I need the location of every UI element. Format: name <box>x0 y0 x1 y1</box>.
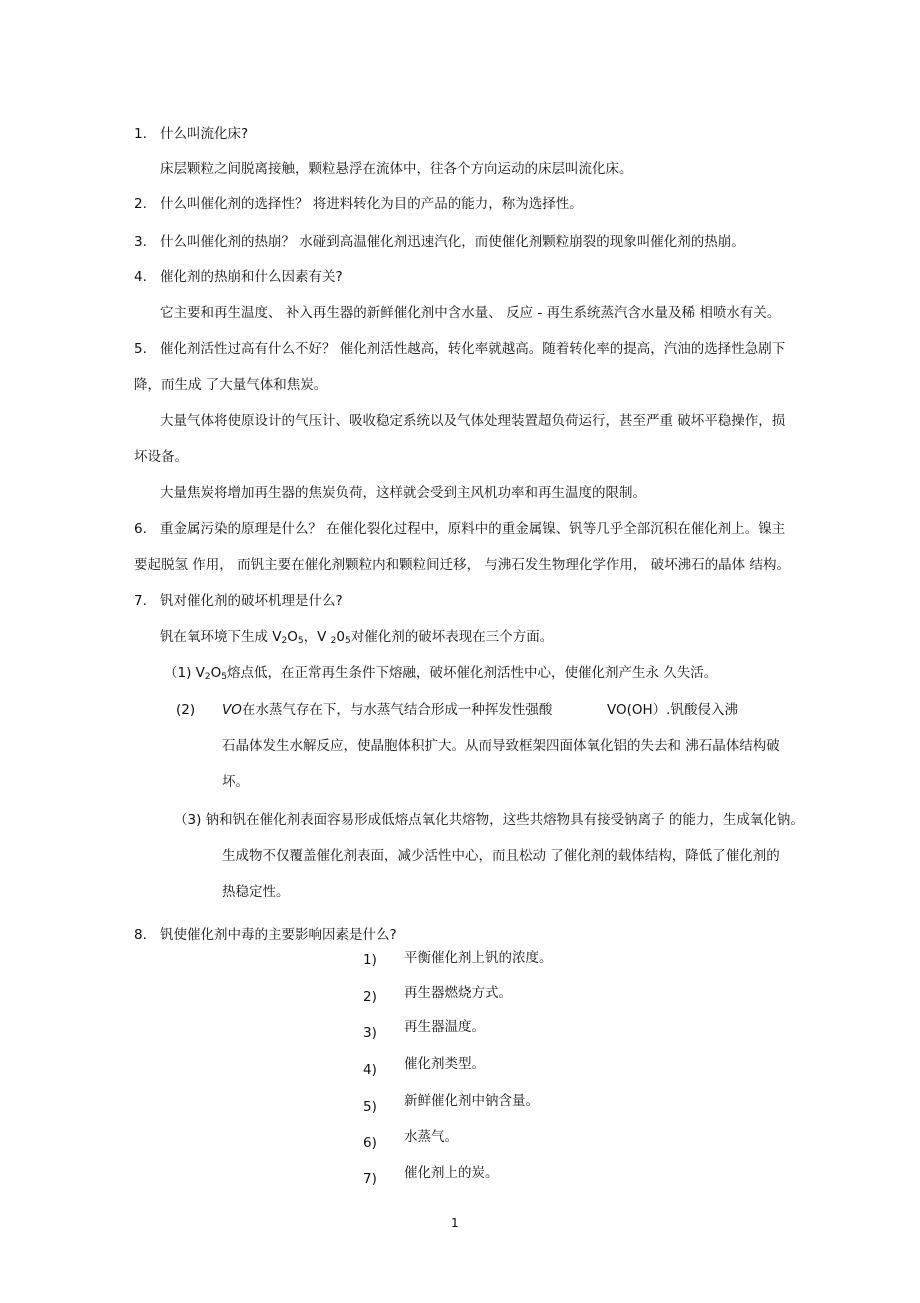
q7-question: 钒对催化剂的破坏机理是什么? <box>160 593 343 609</box>
q6-line2: 要起脱氢 作用， 而钒主要在催化剂颗粒内和颗粒间迁移， 与沸石发生物理化学作用， 破坏沸石的晶体 结构。 <box>134 557 790 573</box>
q8-number: 8. <box>134 927 147 943</box>
q5-paragraph2-line1: 大量气体将使原设计的气压计、吸收稳定系统以及气体处理装置超负荷运行，甚至严重 破坏平稳操作，损 <box>160 413 786 429</box>
q8-item-number: 3) <box>363 1025 377 1041</box>
page-number: 1 <box>451 1216 459 1230</box>
q5-number: 5. <box>134 341 147 357</box>
q7-point3-line3: 热稳定性。 <box>222 884 290 900</box>
q3-text: 什么叫催化剂的热崩？ 水碰到高温催化剂迅速汽化，而使催化剂颗粒崩裂的现象叫催化剂的热崩。 <box>160 234 745 250</box>
q4-answer: 它主要和再生温度、 补入再生器的新鲜催化剂中含水量、 反应 - 再生系统蒸汽含水量及稀 相喷水有关。 <box>160 305 781 321</box>
q4-question: 催化剂的热崩和什么因素有关? <box>160 269 343 285</box>
q4-number: 4. <box>134 269 147 285</box>
q8-item-text: 再生器燃烧方式。 <box>404 985 512 1001</box>
q7-number: 7. <box>134 593 147 609</box>
q8-item-text: 平衡催化剂上钒的浓度。 <box>404 950 553 966</box>
q7-point2-acid: VO(OH）.钒酸侵入沸 <box>607 702 738 718</box>
q8-item-number: 6) <box>363 1135 377 1151</box>
q7-point3-line1: （3) 钠和钒在催化剂表面容易形成低熔点氧化共熔物，这些共熔物具有接受钠离子 的能力，生成氧化钠。 <box>174 812 804 828</box>
q7-intro: 钒在氧环境下生成 $V_2O_5$，V $_20_5$对催化剂的破坏表现在三个方面。 <box>160 629 554 646</box>
q7-point2-number: (2) <box>176 702 196 718</box>
q2-number: 2. <box>134 196 147 212</box>
q7-point3-line2: 生成物不仅覆盖催化剂表面，减少活性中心，而且松动 了催化剂的载体结构，降低了催化剂的 <box>222 848 780 864</box>
q7-point2-line1: VO在水蒸气存在下，与水蒸气结合形成一种挥发性强酸 <box>222 702 553 718</box>
q8-item-number: 7) <box>363 1171 377 1187</box>
q7-point2-line3: 坏。 <box>222 774 249 790</box>
q7-point1: （1) $V_2O_5$熔点低，在正常再生条件下熔融，破坏催化剂活性中心，使催化剂产生永 久失活。 <box>164 665 718 682</box>
q6-number: 6. <box>134 521 147 537</box>
q1-question: 什么叫流化床? <box>160 126 249 142</box>
q8-item-number: 1) <box>363 952 377 968</box>
q2-text: 什么叫催化剂的选择性？ 将进料转化为目的产品的能力，称为选择性。 <box>160 196 583 212</box>
vo-formula: VO <box>222 702 242 718</box>
q8-item-text: 新鲜催化剂中钠含量。 <box>404 1093 539 1109</box>
q3-number: 3. <box>134 234 147 250</box>
q8-item-text: 再生器温度。 <box>404 1019 485 1035</box>
q1-number: 1. <box>134 126 147 142</box>
q5-paragraph3: 大量焦炭将增加再生器的焦炭负荷，这样就会受到主风机功率和再生温度的限制。 <box>160 485 646 501</box>
q5-line2: 降，而生成 了大量气体和焦炭。 <box>134 377 328 393</box>
q8-item-text: 催化剂上的炭。 <box>404 1165 499 1181</box>
q1-answer: 床层颗粒之间脱离接触，颗粒悬浮在流体中，往各个方向运动的床层叫流化床。 <box>160 161 633 177</box>
q8-item-number: 2) <box>363 989 377 1005</box>
q8-item-number: 5) <box>363 1099 377 1115</box>
q7-point2-line2: 石晶体发生水解反应，使晶胞体积扩大。从而导致框架四面体氧化铝的失去和 沸石晶体结构破 <box>222 738 780 754</box>
q6-line1: 重金属污染的原理是什么？ 在催化裂化过程中，原料中的重金属镍、钒等几乎全部沉积在催化剂上。镍主 <box>160 521 786 537</box>
q5-paragraph2-line2: 坏设备。 <box>134 449 188 465</box>
q8-item-number: 4) <box>363 1062 377 1078</box>
q5-line1: 催化剂活性过高有什么不好？ 催化剂活性越高，转化率就越高。随着转化率的提高，汽油的选择性急剧下 <box>160 341 786 357</box>
q8-item-text: 催化剂类型。 <box>404 1056 485 1072</box>
q8-question: 钒使催化剂中毒的主要影响因素是什么? <box>160 927 397 943</box>
q8-item-text: 水蒸气。 <box>404 1129 458 1145</box>
